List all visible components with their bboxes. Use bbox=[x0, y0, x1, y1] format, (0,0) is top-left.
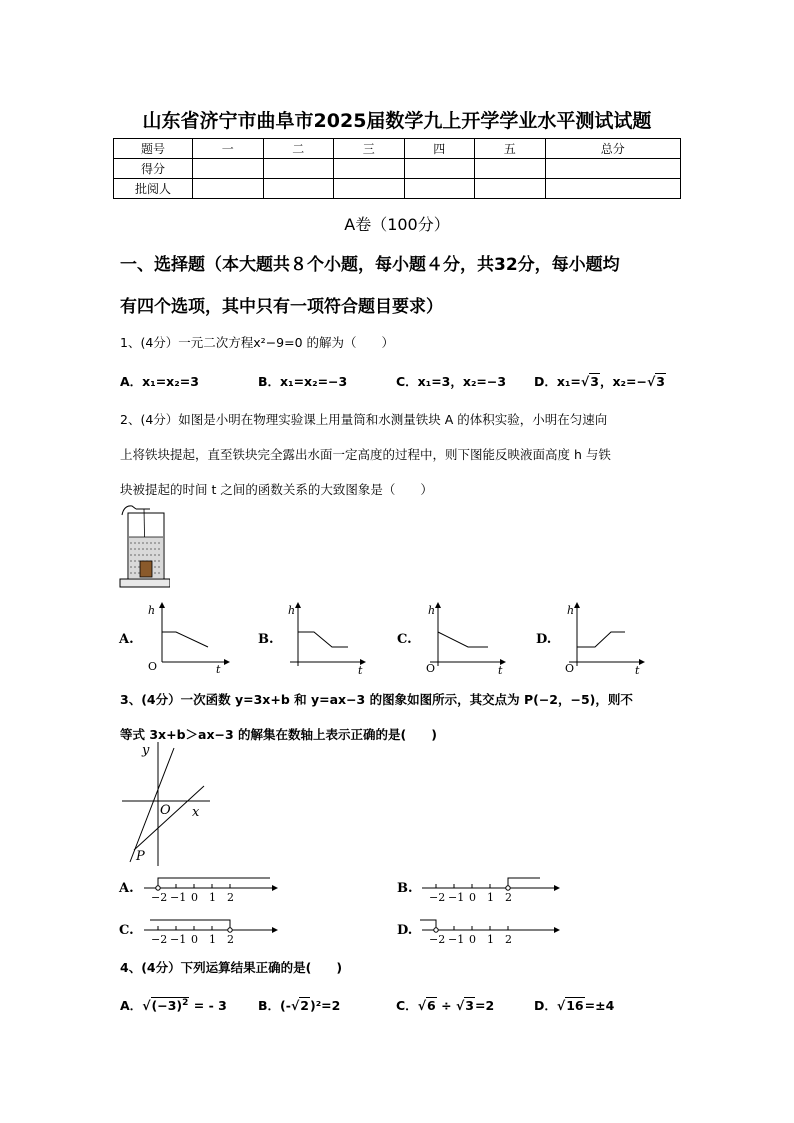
question-3-numberline-c bbox=[140, 914, 280, 944]
section-heading-line: 一、选择题（本大题共８个小题，每小题４分，共32分，每小题均 bbox=[120, 255, 620, 275]
sqrt-sign: √ bbox=[417, 998, 427, 1013]
option-b-pre: (- bbox=[280, 998, 291, 1013]
score-input-cell bbox=[404, 179, 475, 199]
score-table-cell: 二 bbox=[263, 139, 334, 159]
sqrt-sign: √ bbox=[646, 374, 656, 389]
question-2-graph-b bbox=[276, 600, 368, 675]
graph-x-label: x bbox=[192, 805, 200, 820]
tick-label: 1 bbox=[487, 933, 494, 944]
question-2-line: 块被提起的时间 t 之间的函数关系的大致图象是（ ） bbox=[120, 482, 433, 497]
origin-label: O bbox=[426, 662, 436, 675]
sqrt-sign: √ bbox=[455, 998, 465, 1013]
score-table-cell: 得分 bbox=[114, 159, 193, 179]
radicand: 16 bbox=[566, 998, 584, 1013]
tick-label: 0 bbox=[469, 891, 476, 902]
tick-label: 2 bbox=[505, 933, 512, 944]
graph-p-label: P bbox=[136, 849, 145, 864]
question-1-stem: 1、(4分）一元二次方程x²−9=0 的解为（ ） bbox=[120, 335, 395, 350]
score-input-cell bbox=[545, 159, 681, 179]
score-table-cell: 总分 bbox=[545, 139, 681, 159]
tick-label: 0 bbox=[469, 933, 476, 944]
paper-a-heading: A卷（100分） bbox=[344, 215, 450, 234]
tick-label: 0 bbox=[191, 933, 198, 944]
score-input-cell bbox=[545, 179, 681, 199]
option-a-rest: = - 3 bbox=[193, 998, 227, 1013]
option-label: B． bbox=[258, 998, 281, 1013]
sqrt-sign: √ bbox=[142, 998, 151, 1013]
question-2-graph-d bbox=[555, 600, 647, 675]
tick-label: 1 bbox=[209, 891, 216, 902]
question-2-option-c-label: C. bbox=[397, 632, 412, 647]
score-input-cell bbox=[263, 179, 334, 199]
score-input-cell bbox=[334, 159, 405, 179]
option-label: A． bbox=[120, 998, 143, 1013]
question-2-option-b-label: B. bbox=[258, 632, 274, 647]
question-3-numberline-b bbox=[418, 872, 563, 902]
tick-label: −1 bbox=[170, 933, 187, 944]
question-2-option-a-label: A. bbox=[119, 632, 134, 647]
axis-t-label: t bbox=[498, 664, 503, 675]
question-3-line: 等式 3x+b＞ax−3 的解集在数轴上表示正确的是( ) bbox=[120, 727, 437, 742]
question-4-option-c bbox=[396, 996, 494, 1014]
tick-label: 1 bbox=[487, 891, 494, 902]
score-table-cell: 一 bbox=[193, 139, 264, 159]
option-label: D． bbox=[534, 998, 557, 1013]
score-table-row bbox=[114, 159, 681, 179]
question-3-option-b-label: B. bbox=[397, 881, 413, 896]
tick-label: −2 bbox=[151, 933, 168, 944]
radicand: 3 bbox=[590, 374, 599, 389]
score-input-cell bbox=[404, 159, 475, 179]
axis-h-label: h bbox=[288, 604, 296, 617]
tick-label: 2 bbox=[227, 891, 234, 902]
question-3-option-d-label: D. bbox=[397, 923, 413, 938]
axis-t-label: t bbox=[358, 664, 363, 675]
radicand: 3 bbox=[656, 374, 665, 389]
question-3-option-a-label: A. bbox=[119, 881, 134, 896]
option-label: C． bbox=[396, 998, 418, 1013]
tick-label: −1 bbox=[170, 891, 187, 902]
axis-t-label: t bbox=[635, 664, 640, 675]
question-2-graph-c bbox=[416, 600, 508, 675]
question-3-numberline-a bbox=[140, 872, 280, 902]
radicand: 3 bbox=[465, 998, 474, 1013]
question-3-graph bbox=[118, 738, 218, 868]
score-input-cell bbox=[193, 179, 264, 199]
tick-label: 2 bbox=[505, 891, 512, 902]
radicand: 2 bbox=[300, 998, 309, 1013]
axis-h-label: h bbox=[567, 604, 575, 617]
tick-label: −2 bbox=[429, 933, 446, 944]
tick-label: −1 bbox=[448, 891, 465, 902]
question-2-option-d-label: D. bbox=[536, 632, 552, 647]
axis-t-label: t bbox=[216, 663, 221, 675]
tick-label: −1 bbox=[448, 933, 465, 944]
section-heading bbox=[120, 244, 680, 328]
score-table-cell: 五 bbox=[475, 139, 546, 159]
score-table-row bbox=[114, 179, 681, 199]
question-2-graph-a bbox=[140, 600, 230, 675]
question-4-option-b bbox=[258, 996, 340, 1014]
score-table-cell: 题号 bbox=[114, 139, 193, 159]
origin-label: O bbox=[565, 662, 575, 675]
option-d-prefix: D．x₁= bbox=[534, 374, 581, 389]
score-input-cell bbox=[475, 159, 546, 179]
tick-label: 2 bbox=[227, 933, 234, 944]
score-table-cell: 批阅人 bbox=[114, 179, 193, 199]
radicand bbox=[151, 997, 190, 1013]
sqrt-sign: √ bbox=[290, 998, 300, 1013]
question-3-option-c-label: C. bbox=[119, 923, 134, 938]
radicand: 6 bbox=[427, 998, 436, 1013]
question-2-line: 2、(4分）如图是小明在物理实验课上用量筒和水测量铁块 A 的体积实验，小明在匀速向 bbox=[120, 412, 608, 427]
score-table-header-row bbox=[114, 139, 681, 159]
measuring-cylinder-figure bbox=[118, 503, 170, 593]
origin-label: O bbox=[148, 660, 158, 673]
option-c-rest: =2 bbox=[474, 998, 495, 1013]
question-1-option-c: C．x₁=3，x₂=−3 bbox=[396, 374, 507, 389]
score-input-cell bbox=[263, 159, 334, 179]
score-table bbox=[113, 138, 681, 199]
sqrt-sign: √ bbox=[556, 998, 566, 1013]
question-1-option-b: B．x₁=x₂=−3 bbox=[258, 374, 348, 389]
option-d-mid: ，x₂=− bbox=[599, 374, 647, 389]
division-sign: ÷ bbox=[441, 998, 452, 1013]
tick-label: 0 bbox=[191, 891, 198, 902]
tick-label: −2 bbox=[151, 891, 168, 902]
question-3-numberline-d bbox=[418, 914, 563, 944]
document-title: 山东省济宁市曲阜市2025届数学九上开学学业水平测试试题 bbox=[142, 110, 652, 132]
score-table-cell: 三 bbox=[334, 139, 405, 159]
question-4-option-a bbox=[120, 996, 227, 1014]
sqrt-sign: √ bbox=[580, 374, 590, 389]
graph-y-label: y bbox=[142, 743, 150, 758]
score-input-cell bbox=[334, 179, 405, 199]
question-1-option-d bbox=[534, 372, 666, 390]
score-input-cell bbox=[475, 179, 546, 199]
radicand-exponent: 2 bbox=[182, 997, 189, 1008]
question-3-line: 3、(4分）一次函数 y=3x+b 和 y=ax−3 的图象如图所示，其交点为 P(−2，−5)，则不 bbox=[120, 692, 633, 707]
question-2-stem bbox=[120, 402, 680, 507]
score-table-cell: 四 bbox=[404, 139, 475, 159]
question-4-stem: 4、(4分）下列运算结果正确的是( ) bbox=[120, 960, 343, 975]
question-1-option-a: A．x₁=x₂=3 bbox=[120, 374, 199, 389]
radicand-text: (−3) bbox=[151, 998, 183, 1013]
graph-origin-label: O bbox=[160, 803, 171, 818]
question-2-line: 上将铁块提起，直至铁块完全露出水面一定高度的过程中，则下图能反映液面高度 h 与铁 bbox=[120, 447, 611, 462]
score-input-cell bbox=[193, 159, 264, 179]
section-heading-line: 有四个选项，其中只有一项符合题目要求） bbox=[120, 297, 443, 317]
tick-label: 1 bbox=[209, 933, 216, 944]
tick-label: −2 bbox=[429, 891, 446, 902]
option-b-rest: )²=2 bbox=[309, 998, 341, 1013]
option-d-rest: =±4 bbox=[584, 998, 615, 1013]
question-4-option-d bbox=[534, 996, 614, 1014]
axis-h-label: h bbox=[148, 604, 156, 617]
axis-h-label: h bbox=[428, 604, 436, 617]
